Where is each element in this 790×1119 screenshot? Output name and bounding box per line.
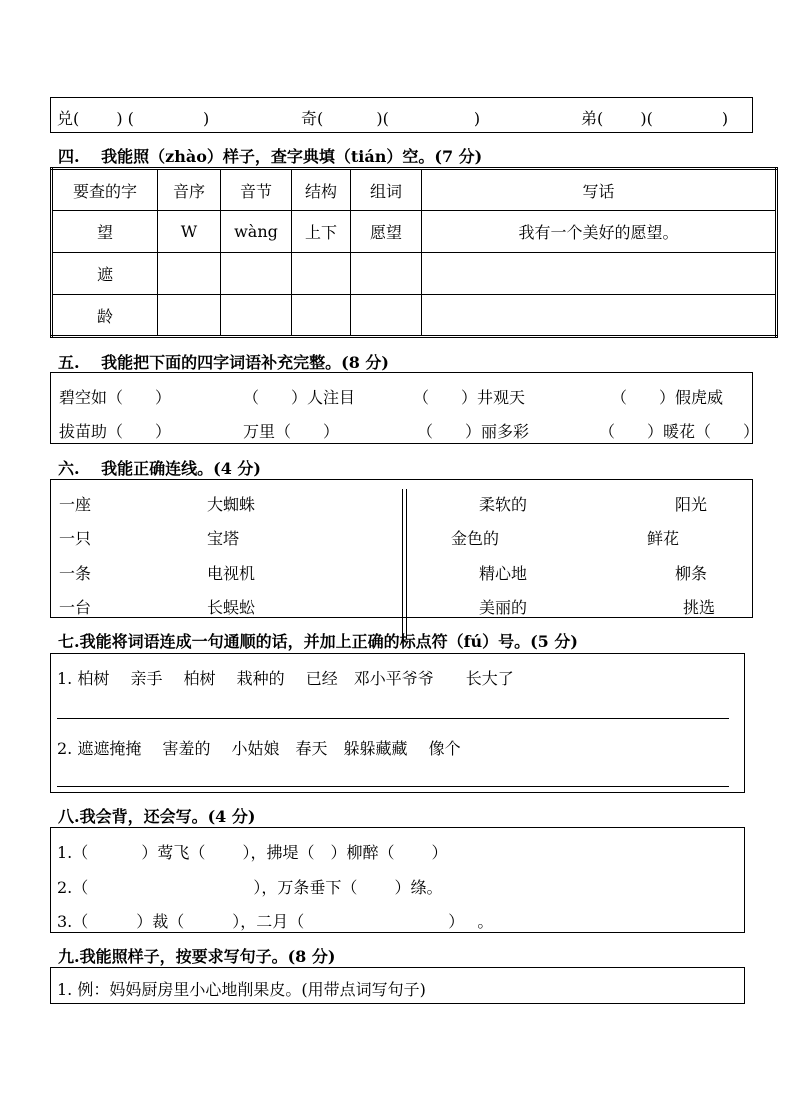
match-right-a: 精心地 [479,564,528,583]
idiom-item: （ ）井观天 [413,388,526,407]
cell-structure-blank[interactable] [292,253,351,295]
match-left-a: 一台 [59,598,92,617]
match-left-b: 长蜈蚣 [207,598,256,617]
match-right-b: 挑选 [683,598,716,617]
idiom-item: （ ）丽多彩 [417,422,530,441]
idiom-item: 拔苗助（ ） [59,422,172,441]
header-syllable: 音节 [221,169,292,211]
top-char-row-box [50,97,753,133]
match-right-b: 鲜花 [647,529,680,548]
cell-word-blank[interactable] [351,295,422,337]
header-structure: 结构 [292,169,351,211]
header-sentence: 写话 [422,169,777,211]
cell-char: 遮 [52,253,158,295]
matching-divider [406,489,407,639]
top-item-3: 弟( )( ) [581,109,729,128]
answer-line-2[interactable] [57,786,729,787]
idiom-box [50,372,760,444]
cell-word: 愿望 [351,211,422,253]
top-item-1: 兑( ) ( ) [57,109,210,128]
idiom-item: （ ）人注目 [243,388,356,407]
header-initial: 音序 [158,169,221,211]
cell-initial-blank[interactable] [158,253,221,295]
idiom-item: （ ）暖花（ ） [599,422,760,441]
cell-syllable: wàng [221,211,292,253]
match-right-a: 金色的 [451,529,500,548]
match-right-b: 阳光 [675,495,708,514]
match-right-b: 柳条 [675,564,708,583]
sentence-box [50,653,745,793]
cell-sentence-blank[interactable] [422,253,777,295]
cell-sentence-blank[interactable] [422,295,777,337]
idiom-item: 万里（ ） [243,422,340,441]
cell-initial-blank[interactable] [158,295,221,337]
rewrite-box [50,967,745,1004]
recite-line-1: 1.（ ）莺飞（ ），拂堤（ ）柳醉（ ） [57,843,448,862]
match-left-b: 电视机 [207,564,256,583]
cell-char: 龄 [52,295,158,337]
idiom-item: （ ）假虎威 [611,388,724,407]
section4-title: 四. 我能照（zhào）样子，查字典填（tián）空。(7 分) [58,147,483,166]
section5-title: 五. 我能把下面的四字词语补充完整。(8 分) [58,353,389,372]
section8-title: 八.我会背，还会写。(4 分) [58,807,256,826]
cell-sentence: 我有一个美好的愿望。 [422,211,777,253]
cell-syllable-blank[interactable] [221,295,292,337]
matching-divider [402,489,403,639]
match-left-b: 大蜘蛛 [207,495,256,514]
cell-structure-blank[interactable] [292,295,351,337]
match-left-a: 一条 [59,564,92,583]
cell-structure: 上下 [292,211,351,253]
section7-title: 七.我能将词语连成一句通顺的话，并加上正确的标点符（fú）号。(5 分) [58,632,578,651]
section9-title: 九.我能照样子，按要求写句子。(8 分) [58,947,336,966]
sentence-question-1: 1. 柏树 亲手 柏树 栽种的 已经 邓小平爷爷 长大了 [57,669,514,688]
cell-syllable-blank[interactable] [221,253,292,295]
match-left-a: 一只 [59,529,92,548]
cell-word-blank[interactable] [351,253,422,295]
idiom-item: 碧空如（ ） [59,388,172,407]
match-left-b: 宝塔 [207,529,240,548]
rewrite-question-1: 1. 例：妈妈厨房里小心地削果皮。(用带点词写句子) [57,980,426,999]
match-left-a: 一座 [59,495,92,514]
header-char: 要查的字 [52,169,158,211]
recite-box [50,827,745,933]
section6-title: 六. 我能正确连线。(4 分) [58,459,261,478]
recite-line-2: 2.（ ），万条垂下（ ）绦。 [57,878,443,897]
dictionary-table [50,167,778,338]
cell-char: 望 [52,211,158,253]
top-item-2: 奇( )( ) [301,109,481,128]
match-right-a: 美丽的 [479,598,528,617]
sentence-question-2: 2. 遮遮掩掩 害羞的 小姑娘 春天 躲躲藏藏 像个 [57,739,461,758]
recite-line-3: 3.（ ）裁（ ），二月（ ） 。 [57,912,494,931]
header-word: 组词 [351,169,422,211]
match-right-a: 柔软的 [479,495,528,514]
cell-initial: W [158,211,221,253]
answer-line-1[interactable] [57,718,729,719]
